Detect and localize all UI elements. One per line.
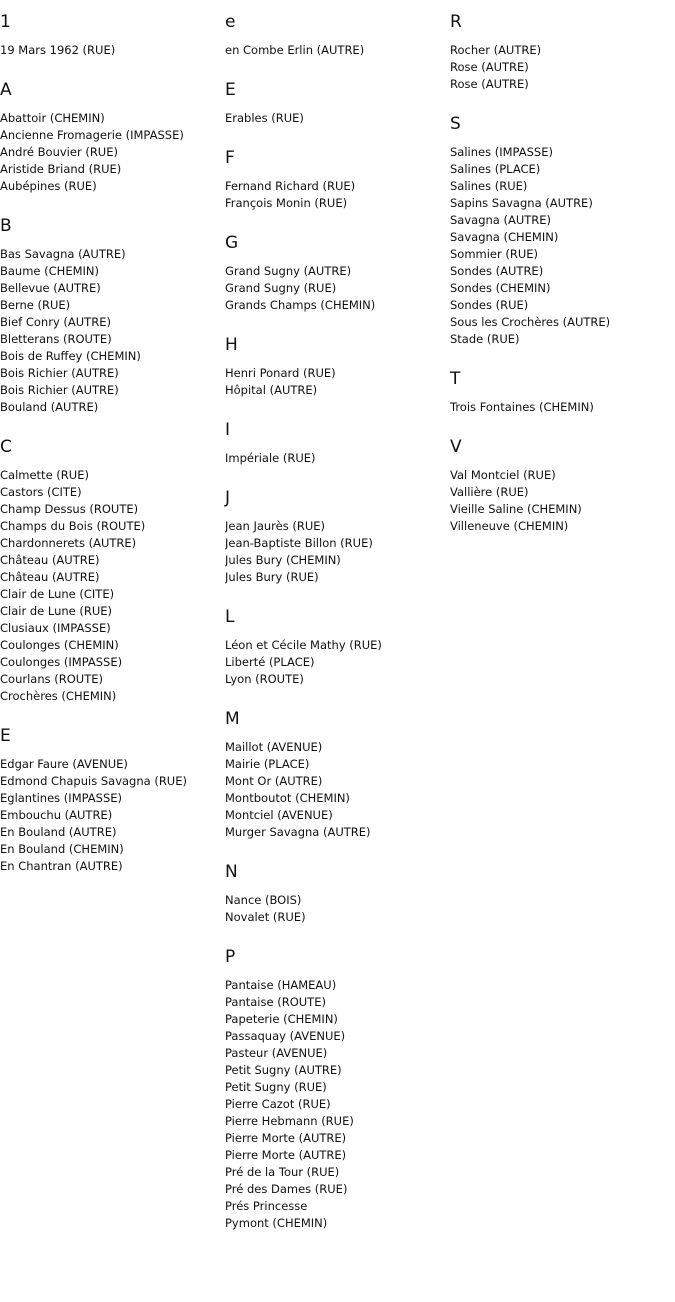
street-item[interactable]: Liberté (PLACE) xyxy=(225,655,315,669)
street-list xyxy=(225,977,449,1232)
letter-section xyxy=(225,420,449,467)
street-item[interactable]: Aristide Briand (RUE) xyxy=(0,162,122,176)
street-item[interactable]: Passaquay (AVENUE) xyxy=(225,1029,346,1043)
street-item[interactable]: Edgar Faure (AVENUE) xyxy=(0,757,128,771)
street-item[interactable]: Sommier (RUE) xyxy=(450,247,539,261)
street-list xyxy=(225,263,449,314)
letter-section xyxy=(0,80,224,195)
street-item[interactable]: Rose (AUTRE) xyxy=(450,60,529,74)
street-item[interactable]: Pierre Morte (AUTRE) xyxy=(225,1148,347,1162)
letter-heading: R xyxy=(450,12,462,32)
street-item[interactable]: Salines (RUE) xyxy=(450,179,528,193)
street-item[interactable]: André Bouvier (RUE) xyxy=(0,145,118,159)
street-item[interactable]: Grand Sugny (AUTRE) xyxy=(225,264,352,278)
letter-section xyxy=(225,709,449,841)
letter-section xyxy=(450,114,674,348)
street-item[interactable]: Mont Or (AUTRE) xyxy=(225,774,323,788)
street-item[interactable]: Pré de la Tour (RUE) xyxy=(225,1165,340,1179)
letter-section xyxy=(225,148,449,212)
letter-heading: V xyxy=(450,437,462,457)
street-list xyxy=(225,518,449,586)
street-item[interactable]: Chardonnerets (AUTRE) xyxy=(0,536,137,550)
street-item[interactable]: Jean-Baptiste Billon (RUE) xyxy=(225,536,373,550)
street-item[interactable]: Calmette (RUE) xyxy=(0,468,89,482)
street-item[interactable]: Bletterans (ROUTE) xyxy=(0,332,112,346)
street-item[interactable]: Champs du Bois (ROUTE) xyxy=(0,519,146,533)
street-item[interactable]: Sondes (RUE) xyxy=(450,298,529,312)
street-item[interactable]: Mairie (PLACE) xyxy=(225,757,310,771)
street-item[interactable]: Ancienne Fromagerie (IMPASSE) xyxy=(0,128,184,142)
letter-heading: T xyxy=(450,369,461,389)
street-item[interactable]: Sapins Savagna (AUTRE) xyxy=(450,196,593,210)
street-list xyxy=(225,637,449,688)
letter-section xyxy=(225,862,449,926)
street-list xyxy=(450,467,674,535)
letter-section xyxy=(0,437,224,705)
street-item[interactable]: Savagna (AUTRE) xyxy=(450,213,552,227)
street-item[interactable]: Jean Jaurès (RUE) xyxy=(225,519,326,533)
street-item[interactable]: Clair de Lune (CITE) xyxy=(0,587,115,601)
street-item[interactable]: Pierre Morte (AUTRE) xyxy=(225,1131,347,1145)
street-item[interactable]: Abattoir (CHEMIN) xyxy=(0,111,105,125)
street-item[interactable]: Novalet (RUE) xyxy=(225,910,306,924)
street-list xyxy=(225,892,449,926)
street-item[interactable]: Vallière (RUE) xyxy=(450,485,529,499)
street-item[interactable]: Hôpital (AUTRE) xyxy=(225,383,318,397)
letter-heading: N xyxy=(225,862,238,882)
street-item[interactable]: En Bouland (AUTRE) xyxy=(0,825,117,839)
letter-section xyxy=(225,12,449,59)
street-item[interactable]: Fernand Richard (RUE) xyxy=(225,179,356,193)
street-item[interactable]: en Combe Erlin (AUTRE) xyxy=(225,43,365,57)
street-list xyxy=(450,42,674,93)
street-item[interactable]: Coulonges (CHEMIN) xyxy=(0,638,119,652)
street-item[interactable]: Rocher (AUTRE) xyxy=(450,43,542,57)
letter-heading: F xyxy=(225,148,235,168)
letter-heading: E xyxy=(225,80,236,100)
street-item[interactable]: Léon et Cécile Mathy (RUE) xyxy=(225,638,382,652)
street-item[interactable]: Bellevue (AUTRE) xyxy=(0,281,101,295)
street-item[interactable]: En Chantran (AUTRE) xyxy=(0,859,123,873)
street-item[interactable]: Grand Sugny (RUE) xyxy=(225,281,337,295)
street-list xyxy=(0,42,224,59)
letter-section xyxy=(225,233,449,314)
street-item[interactable]: Château (AUTRE) xyxy=(0,553,100,567)
street-item[interactable]: Vieille Saline (CHEMIN) xyxy=(450,502,582,516)
street-item[interactable]: Grands Champs (CHEMIN) xyxy=(225,298,376,312)
letter-heading: J xyxy=(225,488,231,508)
street-item[interactable]: 19 Mars 1962 (RUE) xyxy=(0,43,116,57)
street-item[interactable]: Bois Richier (AUTRE) xyxy=(0,366,119,380)
street-list xyxy=(225,42,449,59)
street-item[interactable]: Impériale (RUE) xyxy=(225,451,316,465)
letter-section xyxy=(450,437,674,535)
street-item[interactable]: Prés Princesse xyxy=(225,1199,308,1213)
street-item[interactable]: Petit Sugny (RUE) xyxy=(225,1080,327,1094)
letter-section xyxy=(0,216,224,416)
letter-section xyxy=(225,488,449,586)
street-item[interactable]: Sous les Crochères (AUTRE) xyxy=(450,315,611,329)
street-item[interactable]: Savagna (CHEMIN) xyxy=(450,230,559,244)
letter-heading: S xyxy=(450,114,461,134)
street-item[interactable]: Jules Bury (RUE) xyxy=(225,570,319,584)
street-list xyxy=(225,110,449,127)
street-item[interactable]: Bas Savagna (AUTRE) xyxy=(0,247,126,261)
street-item[interactable]: Berne (RUE) xyxy=(0,298,71,312)
street-list xyxy=(0,467,224,705)
street-item[interactable]: Bois de Ruffey (CHEMIN) xyxy=(0,349,141,363)
letter-heading: I xyxy=(225,420,231,440)
street-item[interactable]: Villeneuve (CHEMIN) xyxy=(450,519,569,533)
street-item[interactable]: Lyon (ROUTE) xyxy=(225,672,304,686)
letter-heading: L xyxy=(225,607,235,627)
street-item[interactable]: Clusiaux (IMPASSE) xyxy=(0,621,111,635)
letter-section xyxy=(450,12,674,93)
letter-heading: M xyxy=(225,709,240,729)
street-item[interactable]: François Monin (RUE) xyxy=(225,196,348,210)
letter-heading: e xyxy=(225,12,236,32)
street-item[interactable]: Salines (IMPASSE) xyxy=(450,145,553,159)
street-item[interactable]: Pierre Cazot (RUE) xyxy=(225,1097,331,1111)
street-list xyxy=(0,756,224,875)
street-item[interactable]: Bouland (AUTRE) xyxy=(0,400,99,414)
street-item[interactable]: Papeterie (CHEMIN) xyxy=(225,1012,338,1026)
street-item[interactable]: Pré des Dames (RUE) xyxy=(225,1182,348,1196)
street-column-3 xyxy=(450,12,674,556)
street-item[interactable]: Trois Fontaines (CHEMIN) xyxy=(450,400,594,414)
street-item[interactable]: Courlans (ROUTE) xyxy=(0,672,103,686)
letter-heading: A xyxy=(0,80,12,100)
street-item[interactable]: Sondes (CHEMIN) xyxy=(450,281,551,295)
street-item[interactable]: Pasteur (AVENUE) xyxy=(225,1046,328,1060)
street-list xyxy=(225,739,449,841)
street-list xyxy=(450,399,674,416)
street-item[interactable]: Nance (BOIS) xyxy=(225,893,302,907)
street-item[interactable]: Pierre Hebmann (RUE) xyxy=(225,1114,354,1128)
street-item[interactable]: Salines (PLACE) xyxy=(450,162,541,176)
letter-heading: P xyxy=(225,947,236,967)
street-item[interactable]: Embouchu (AUTRE) xyxy=(0,808,113,822)
letter-section xyxy=(225,947,449,1232)
street-item[interactable]: Castors (CITE) xyxy=(0,485,82,499)
street-item[interactable]: Bief Conry (AUTRE) xyxy=(0,315,111,329)
street-column-1 xyxy=(0,12,224,896)
letter-section xyxy=(0,726,224,875)
street-list xyxy=(450,144,674,348)
letter-heading: G xyxy=(225,233,239,253)
letter-heading: H xyxy=(225,335,238,355)
street-item[interactable]: Edmond Chapuis Savagna (RUE) xyxy=(0,774,187,788)
street-item[interactable]: Henri Ponard (RUE) xyxy=(225,366,336,380)
letter-heading: B xyxy=(0,216,12,236)
street-item[interactable]: Crochères (CHEMIN) xyxy=(0,689,117,703)
letter-section xyxy=(450,369,674,416)
street-item[interactable]: Pymont (CHEMIN) xyxy=(225,1216,328,1230)
street-item[interactable]: Baume (CHEMIN) xyxy=(0,264,99,278)
street-item[interactable]: Maillot (AVENUE) xyxy=(225,740,323,754)
street-list xyxy=(0,246,224,416)
street-list xyxy=(225,365,449,399)
letter-section xyxy=(225,80,449,127)
street-item[interactable]: Petit Sugny (AUTRE) xyxy=(225,1063,342,1077)
street-item[interactable]: Rose (AUTRE) xyxy=(450,77,529,91)
street-item[interactable]: Clair de Lune (RUE) xyxy=(0,604,113,618)
street-item[interactable]: Murger Savagna (AUTRE) xyxy=(225,825,371,839)
street-list xyxy=(225,450,449,467)
letter-section xyxy=(225,335,449,399)
letter-section xyxy=(0,12,224,59)
street-item[interactable]: Aubépines (RUE) xyxy=(0,179,97,193)
street-item[interactable]: Erables (RUE) xyxy=(225,111,304,125)
street-item[interactable]: Château (AUTRE) xyxy=(0,570,100,584)
street-item[interactable]: Pantaise (ROUTE) xyxy=(225,995,326,1009)
street-item[interactable]: Coulonges (IMPASSE) xyxy=(0,655,123,669)
street-item[interactable]: En Bouland (CHEMIN) xyxy=(0,842,124,856)
street-list xyxy=(0,110,224,195)
letter-heading: E xyxy=(0,726,11,746)
street-item[interactable]: Stade (RUE) xyxy=(450,332,520,346)
street-item[interactable]: Champ Dessus (ROUTE) xyxy=(0,502,139,516)
letter-heading: 1 xyxy=(0,12,11,32)
street-item[interactable]: Montciel (AVENUE) xyxy=(225,808,333,822)
street-item[interactable]: Montboutot (CHEMIN) xyxy=(225,791,350,805)
street-item[interactable]: Val Montciel (RUE) xyxy=(450,468,556,482)
street-item[interactable]: Jules Bury (CHEMIN) xyxy=(225,553,341,567)
street-item[interactable]: Bois Richier (AUTRE) xyxy=(0,383,119,397)
street-item[interactable]: Eglantines (IMPASSE) xyxy=(0,791,123,805)
letter-heading: C xyxy=(0,437,12,457)
street-item[interactable]: Sondes (AUTRE) xyxy=(450,264,544,278)
street-column-2 xyxy=(225,12,449,1253)
street-list xyxy=(225,178,449,212)
street-item[interactable]: Pantaise (HAMEAU) xyxy=(225,978,337,992)
letter-section xyxy=(225,607,449,688)
